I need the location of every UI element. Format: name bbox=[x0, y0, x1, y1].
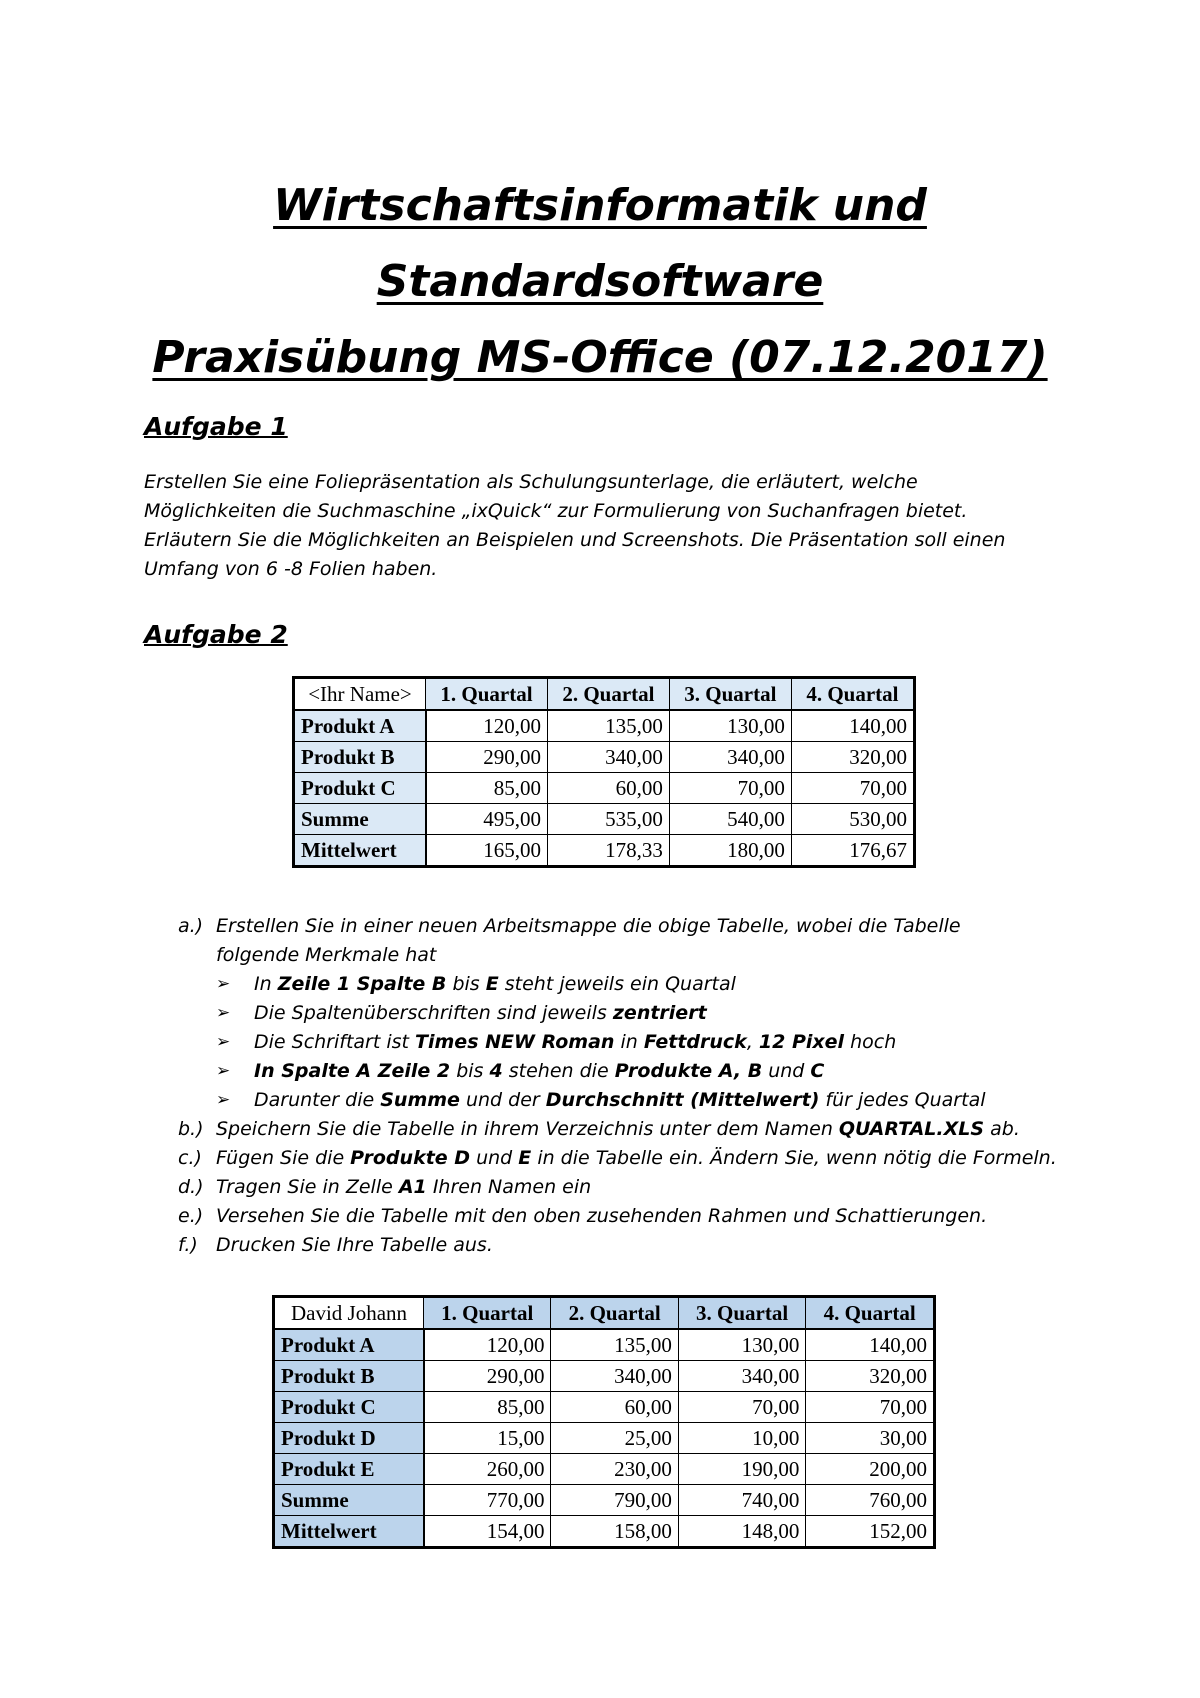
table-row bbox=[274, 1329, 935, 1361]
title-line-3: Praxisübung MS-Office (07.12.2017) bbox=[152, 332, 1048, 383]
bold-run: QUARTAL.XLS bbox=[838, 1118, 985, 1140]
table-cell: 176,67 bbox=[791, 835, 914, 867]
task-c bbox=[178, 1144, 1138, 1173]
table-cell: 30,00 bbox=[806, 1423, 935, 1454]
task-a bbox=[178, 912, 1138, 941]
table-cell: 760,00 bbox=[806, 1485, 935, 1516]
text-run: hoch bbox=[844, 1031, 897, 1053]
table-cell: 70,00 bbox=[791, 773, 914, 804]
table-cell: 320,00 bbox=[806, 1361, 935, 1392]
task-label: c.) bbox=[178, 1147, 202, 1169]
arrow-bullet-icon: ➢ bbox=[216, 1090, 231, 1110]
table-cell: 340,00 bbox=[551, 1361, 678, 1392]
arrow-bullet-icon: ➢ bbox=[216, 1032, 231, 1052]
text-run: , bbox=[746, 1031, 759, 1053]
table-cell: 290,00 bbox=[426, 742, 548, 773]
table-row bbox=[274, 1516, 935, 1548]
table-column-header: 2. Quartal bbox=[547, 678, 669, 711]
task-text: Erstellen Sie in einer neuen Arbeitsmappe die obige Tabelle, wobei die Tabelle bbox=[216, 915, 961, 937]
table-cell: 85,00 bbox=[424, 1392, 551, 1423]
table-cell: 135,00 bbox=[551, 1329, 678, 1361]
arrow-bullet-icon: ➢ bbox=[216, 974, 231, 994]
table-cell: 180,00 bbox=[669, 835, 791, 867]
table-cell: 230,00 bbox=[551, 1454, 678, 1485]
table-row-label: Produkt B bbox=[274, 1361, 424, 1392]
table-row-label: Produkt C bbox=[274, 1392, 424, 1423]
task-d bbox=[178, 1173, 1138, 1202]
bold-run: Durchschnitt (Mittelwert) bbox=[545, 1089, 820, 1111]
task-label: e.) bbox=[178, 1205, 204, 1227]
title-line-1: Wirtschaftsinformatik und bbox=[273, 180, 927, 231]
task-e bbox=[178, 1202, 1138, 1231]
aufgabe-1-line: Möglichkeiten die Suchmaschine „ixQuick“ zur Formulierung von Suchanfragen bietet. bbox=[144, 500, 968, 522]
heading-aufgabe-1: Aufgabe 1 bbox=[144, 412, 288, 441]
table-cell: 10,00 bbox=[678, 1423, 805, 1454]
table-corner-cell: <Ihr Name> bbox=[294, 678, 426, 711]
table-cell: 140,00 bbox=[791, 710, 914, 742]
table-row bbox=[294, 804, 915, 835]
text-run: Die Spaltenüberschriften sind jeweils bbox=[254, 1002, 613, 1024]
spreadsheet-template-table bbox=[292, 676, 916, 868]
bold-run: C bbox=[810, 1060, 825, 1082]
table-row bbox=[274, 1361, 935, 1392]
table-cell: 260,00 bbox=[424, 1454, 551, 1485]
task-b bbox=[178, 1115, 1138, 1144]
text-run: In bbox=[254, 973, 278, 995]
table-cell: 60,00 bbox=[547, 773, 669, 804]
table-cell: 540,00 bbox=[669, 804, 791, 835]
text-run: Tragen Sie in Zelle bbox=[216, 1176, 399, 1198]
table-row bbox=[274, 1485, 935, 1516]
text-run: Darunter die bbox=[254, 1089, 381, 1111]
table-row-label: Summe bbox=[274, 1485, 424, 1516]
table-cell: 530,00 bbox=[791, 804, 914, 835]
table-cell: 130,00 bbox=[678, 1329, 805, 1361]
text-run: und der bbox=[459, 1089, 546, 1111]
text-run: ab. bbox=[984, 1118, 1020, 1140]
table-corner-cell: David Johann bbox=[274, 1297, 424, 1330]
table-column-header: 4. Quartal bbox=[791, 678, 914, 711]
text-run: Fügen Sie die bbox=[216, 1147, 351, 1169]
table-cell: 770,00 bbox=[424, 1485, 551, 1516]
bold-run: 12 Pixel bbox=[758, 1031, 845, 1053]
table-cell: 340,00 bbox=[547, 742, 669, 773]
aufgabe-1-line: Erstellen Sie eine Foliepräsentation als Schulungsunterlage, die erläutert, welche bbox=[144, 471, 918, 493]
bold-run: E bbox=[485, 973, 499, 995]
table-cell: 290,00 bbox=[424, 1361, 551, 1392]
table-cell: 60,00 bbox=[551, 1392, 678, 1423]
task-label: d.) bbox=[178, 1176, 204, 1198]
table-column-header: 1. Quartal bbox=[424, 1297, 551, 1330]
document-title bbox=[0, 168, 1200, 396]
table-header-row bbox=[294, 678, 915, 711]
table-cell: 200,00 bbox=[806, 1454, 935, 1485]
table-cell: 85,00 bbox=[426, 773, 548, 804]
text-run: bis bbox=[446, 973, 486, 995]
text-run: Speichern Sie die Tabelle in ihrem Verzeichnis unter dem Namen bbox=[216, 1118, 839, 1140]
text-run: und bbox=[470, 1147, 519, 1169]
table-cell: 70,00 bbox=[669, 773, 791, 804]
table-header-row bbox=[274, 1297, 935, 1330]
bold-run: In Spalte A Zeile 2 bbox=[254, 1060, 451, 1082]
table-row-label: Mittelwert bbox=[294, 835, 426, 867]
bold-run: zentriert bbox=[612, 1002, 707, 1024]
text-run: und bbox=[762, 1060, 811, 1082]
table-cell: 135,00 bbox=[547, 710, 669, 742]
table-cell: 70,00 bbox=[678, 1392, 805, 1423]
table-column-header: 1. Quartal bbox=[426, 678, 548, 711]
arrow-bullet-icon: ➢ bbox=[216, 1061, 231, 1081]
task-text: Versehen Sie die Tabelle mit den oben zusehenden Rahmen und Schattierungen. bbox=[216, 1205, 988, 1227]
text-run: Ihren Namen ein bbox=[426, 1176, 592, 1198]
text-run: in die Tabelle ein. Ändern Sie, wenn nötig die Formeln. bbox=[531, 1147, 1057, 1169]
table-column-header: 4. Quartal bbox=[806, 1297, 935, 1330]
table-cell: 25,00 bbox=[551, 1423, 678, 1454]
table-row-label: Produkt C bbox=[294, 773, 426, 804]
task-text: folgende Merkmale hat bbox=[216, 944, 437, 966]
bold-run: A1 bbox=[398, 1176, 427, 1198]
aufgabe-1-line: Umfang von 6 -8 Folien haben. bbox=[144, 558, 438, 580]
table-cell: 178,33 bbox=[547, 835, 669, 867]
table-cell: 740,00 bbox=[678, 1485, 805, 1516]
table-column-header: 3. Quartal bbox=[669, 678, 791, 711]
task-list bbox=[178, 912, 1138, 1260]
table-cell: 70,00 bbox=[806, 1392, 935, 1423]
bold-run: 4 bbox=[489, 1060, 503, 1082]
table-row bbox=[274, 1392, 935, 1423]
aufgabe-1-line: Erläutern Sie die Möglichkeiten an Beispielen und Screenshots. Die Präsentation soll einen bbox=[144, 529, 1006, 551]
table-cell: 158,00 bbox=[551, 1516, 678, 1548]
bold-run: Fettdruck bbox=[643, 1031, 747, 1053]
table-cell: 148,00 bbox=[678, 1516, 805, 1548]
table-cell: 120,00 bbox=[426, 710, 548, 742]
spreadsheet-solution-table bbox=[272, 1295, 936, 1549]
table-cell: 154,00 bbox=[424, 1516, 551, 1548]
table-row-label: Summe bbox=[294, 804, 426, 835]
task-label: a.) bbox=[178, 915, 204, 937]
subtask-4 bbox=[178, 1057, 1138, 1086]
table-row bbox=[274, 1423, 935, 1454]
task-text: Drucken Sie Ihre Tabelle aus. bbox=[216, 1234, 493, 1256]
task-f bbox=[178, 1231, 1138, 1260]
bold-run: Summe bbox=[380, 1089, 460, 1111]
table-cell: 320,00 bbox=[791, 742, 914, 773]
table-cell: 495,00 bbox=[426, 804, 548, 835]
bold-run: Produkte D bbox=[350, 1147, 471, 1169]
table-cell: 130,00 bbox=[669, 710, 791, 742]
table-column-header: 3. Quartal bbox=[678, 1297, 805, 1330]
title-line-2: Standardsoftware bbox=[376, 256, 824, 307]
table-row-label: Produkt B bbox=[294, 742, 426, 773]
table-cell: 790,00 bbox=[551, 1485, 678, 1516]
bold-run: Times NEW Roman bbox=[415, 1031, 615, 1053]
bold-run: Zeile 1 Spalte B bbox=[277, 973, 447, 995]
table-cell: 535,00 bbox=[547, 804, 669, 835]
table-row bbox=[294, 710, 915, 742]
text-run: bis bbox=[450, 1060, 490, 1082]
table-cell: 340,00 bbox=[669, 742, 791, 773]
table-column-header: 2. Quartal bbox=[551, 1297, 678, 1330]
bold-run: Produkte A, B bbox=[614, 1060, 763, 1082]
table-cell: 15,00 bbox=[424, 1423, 551, 1454]
table-row bbox=[294, 835, 915, 867]
subtask-2 bbox=[178, 999, 1138, 1028]
subtask-3 bbox=[178, 1028, 1138, 1057]
task-label: f.) bbox=[178, 1234, 198, 1256]
table-row-label: Produkt A bbox=[294, 710, 426, 742]
text-run: stehen die bbox=[502, 1060, 615, 1082]
table-cell: 340,00 bbox=[678, 1361, 805, 1392]
aufgabe-1-text bbox=[144, 468, 1074, 584]
heading-aufgabe-2: Aufgabe 2 bbox=[144, 620, 288, 649]
table-row-label: Produkt A bbox=[274, 1329, 424, 1361]
table-cell: 152,00 bbox=[806, 1516, 935, 1548]
table-row bbox=[294, 773, 915, 804]
text-run: in bbox=[614, 1031, 644, 1053]
task-a-continued bbox=[178, 941, 1138, 970]
task-label: b.) bbox=[178, 1118, 204, 1140]
subtask-1 bbox=[178, 970, 1138, 999]
text-run: steht jeweils ein Quartal bbox=[498, 973, 736, 995]
subtask-5 bbox=[178, 1086, 1138, 1115]
table-row-label: Produkt D bbox=[274, 1423, 424, 1454]
table-cell: 190,00 bbox=[678, 1454, 805, 1485]
table-cell: 165,00 bbox=[426, 835, 548, 867]
table-row-label: Produkt E bbox=[274, 1454, 424, 1485]
text-run: für jedes Quartal bbox=[819, 1089, 986, 1111]
arrow-bullet-icon: ➢ bbox=[216, 1003, 231, 1023]
table-row bbox=[274, 1454, 935, 1485]
bold-run: E bbox=[518, 1147, 532, 1169]
table-row bbox=[294, 742, 915, 773]
text-run: Die Schriftart ist bbox=[254, 1031, 416, 1053]
table-cell: 120,00 bbox=[424, 1329, 551, 1361]
table-row-label: Mittelwert bbox=[274, 1516, 424, 1548]
table-cell: 140,00 bbox=[806, 1329, 935, 1361]
